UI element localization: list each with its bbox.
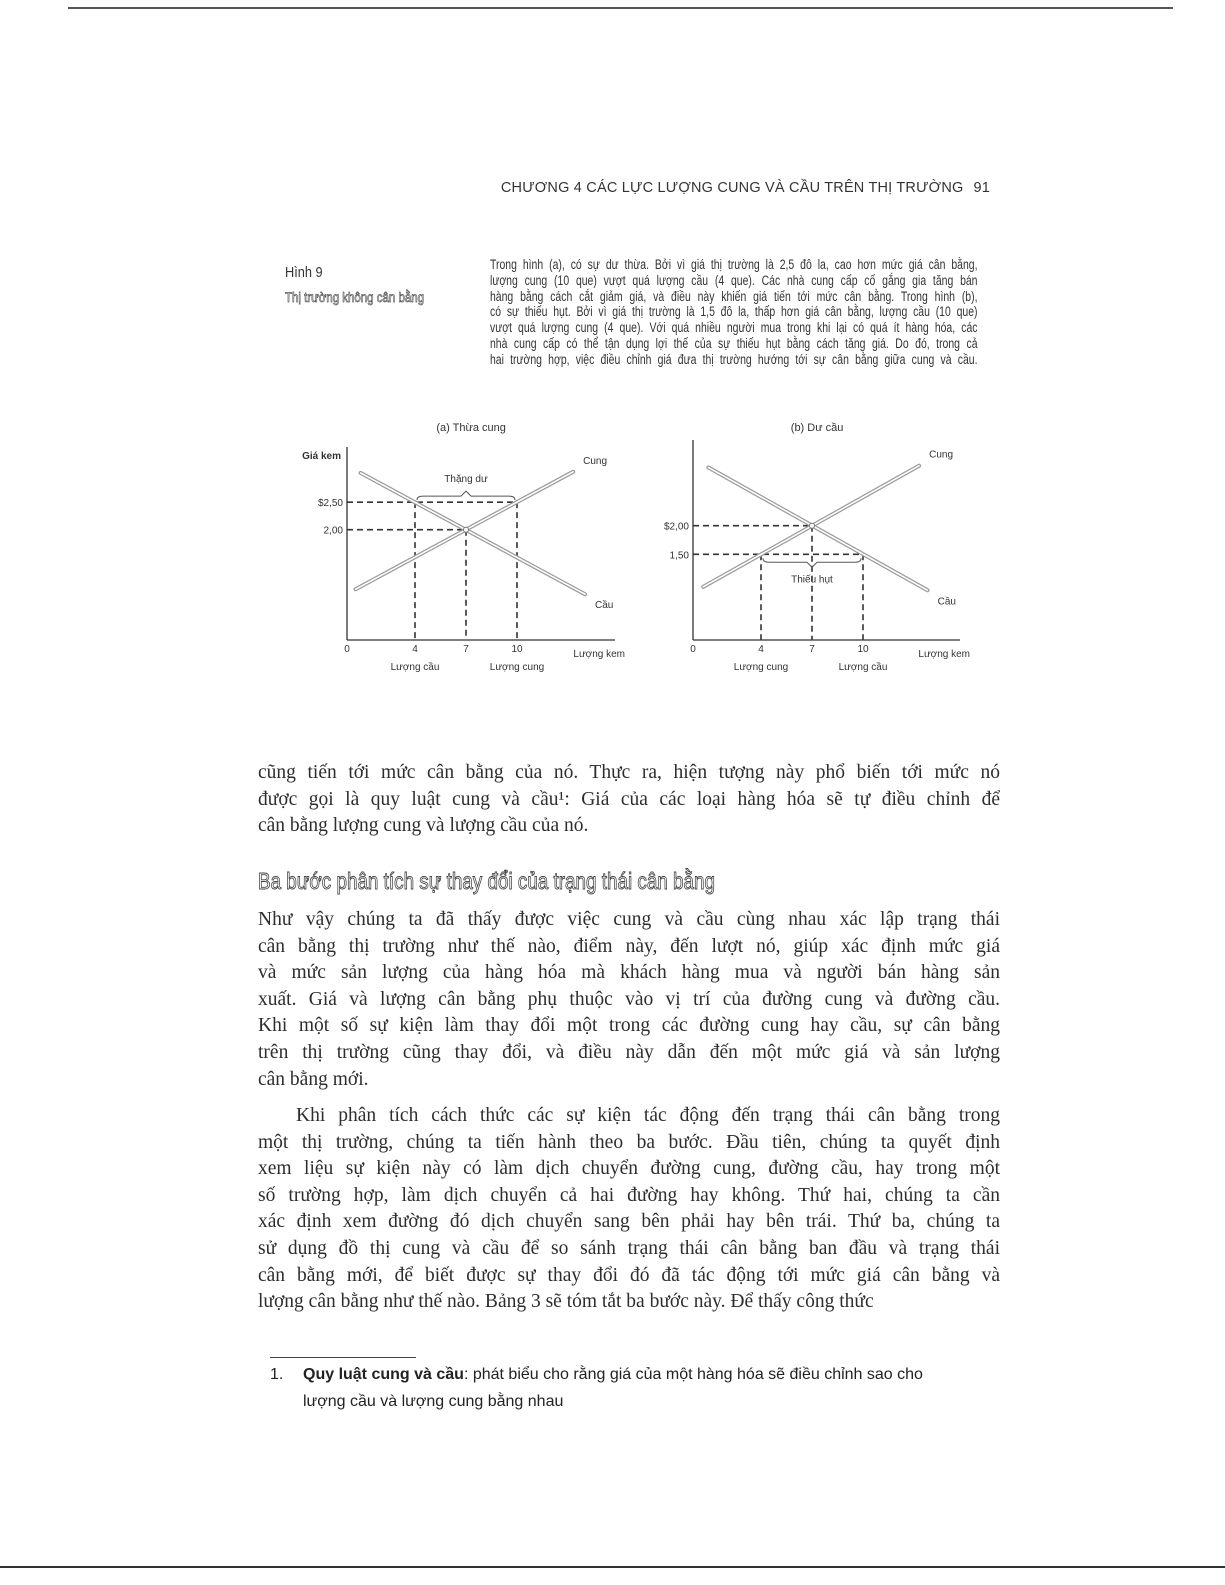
y-tick-label: 1,50 xyxy=(669,550,689,562)
footnote-text-1: : phát biểu cho rằng giá của một hàng hóa sẽ điều chỉnh sao cho xyxy=(463,1366,923,1383)
gap-label: Thiếu hụt xyxy=(791,574,833,586)
supply-label: Cung xyxy=(929,449,954,461)
text-line: cân bằng mới. xyxy=(258,1068,369,1090)
quantity-label: Lượng cầu xyxy=(838,662,888,673)
running-header xyxy=(501,180,990,196)
text-line: được gọi là quy luật cung và cầu¹: Giá của các loại hàng hóa sẽ tự điều chỉnh để xyxy=(258,788,1000,810)
chapter-title: CHƯƠNG 4 CÁC LỰC LƯỢNG CUNG VÀ CẦU TRÊN THỊ TRƯỜNG xyxy=(500,180,964,196)
text-line: Khi một số sự kiện làm thay đổi một trong các đường cung hay cầu, sự cân bằng xyxy=(258,1015,1000,1037)
x-axis-label: Lượng kem xyxy=(918,649,970,660)
y-tick-label: $2,50 xyxy=(317,498,343,510)
footnote-divider xyxy=(270,1357,416,1358)
text-line: một thị trường, chúng ta tiến hành theo ba bước. Đầu tiên, chúng ta quyết định xyxy=(258,1131,1000,1153)
text-line: cân bằng mới, để biết được sự thay đổi đó đã tác động tới mức giá cân bằng và xyxy=(258,1264,1000,1286)
chart-a-surplus xyxy=(290,415,640,685)
x-tick-label: 10 xyxy=(857,644,869,655)
paragraph-three-steps xyxy=(258,1103,1000,1316)
text-line: cũng tiến tới mức cân bằng của nó. Thực ra, hiện tượng này phổ biến tới mức nó xyxy=(258,762,1000,783)
x-tick-label: 0 xyxy=(344,644,350,655)
paragraph-law-of-supply-demand xyxy=(258,760,1000,840)
caption-line: nhà cung cấp có thể tận dụng lợi thế của sự thiếu hụt bằng cách tăng giá. Do đó, trong cả xyxy=(490,335,978,351)
chart-title: (b) Dư cầu xyxy=(790,422,844,434)
text-line: và mức sản lượng của hàng hóa mà khách hàng mua và người bán hàng sản xyxy=(258,962,1000,984)
footnote xyxy=(270,1361,1005,1415)
caption-line: có sự thiếu hụt. Bởi vì giá thị trường là 1,5 đô la, thấp hơn giá cân bằng, lượng cầu (10 que) xyxy=(490,304,978,320)
demand-curve-inner xyxy=(361,473,585,594)
gap-bracket xyxy=(417,491,515,500)
demand-label: Cầu xyxy=(937,596,956,608)
text-line: xem liệu sự kiện này có làm dịch chuyển đường cung, đường cầu, hay trong một xyxy=(258,1158,1000,1180)
equilibrium-point xyxy=(464,527,469,532)
paragraph-equilibrium xyxy=(258,907,1000,1093)
caption-line: lượng cung (10 que) vượt quá lượng cầu (4 que). Các nhà cung cấp cố gắng gia tăng bán xyxy=(490,272,978,288)
quantity-label: Lượng cầu xyxy=(390,662,440,673)
x-tick-label: 0 xyxy=(690,644,696,655)
demand-label: Cầu xyxy=(595,600,614,612)
text-line: trên thị trường cũng thay đổi, và điều này dẫn đến một mức giá và sản lượng xyxy=(258,1041,1000,1063)
caption-line: Trong hình (a), có sự dư thừa. Bởi vì giá thị trường là 2,5 đô la, cao hơn mức giá cân bằng, xyxy=(490,257,978,272)
text-line: xác định xem đường đó dịch chuyển sang bên phải hay bên trái. Thứ ba, chúng ta xyxy=(258,1211,1000,1233)
y-axis-label: Giá kem xyxy=(302,451,341,462)
x-axis-label: Lượng kem xyxy=(573,649,625,660)
supply-label: Cung xyxy=(583,455,608,467)
x-tick-label: 4 xyxy=(758,644,764,655)
caption-line: vượt quá lượng cung (4 que). Với quá nhiều người mua trong khi lại có quá ít hàng hóa, các xyxy=(490,320,978,336)
y-tick-label: $2,00 xyxy=(663,521,689,533)
caption-line: hai trường hợp, việc điều chỉnh giá đưa thị trường hướng tới sự cân bằng giữa cung và cầu. xyxy=(490,351,978,367)
caption-line: hàng bằng cách cắt giảm giá, và điều này khiến giá tiến tới mức cân bằng. Trong hình (b), xyxy=(490,288,978,304)
quantity-label: Lượng cung xyxy=(733,662,789,673)
footnote-term: Quy luật cung và cầu xyxy=(303,1366,464,1383)
x-tick-label: 4 xyxy=(412,644,418,655)
text-line: xuất. Giá và lượng cân bằng phụ thuộc vào vị trí của đường cung và đường cầu. xyxy=(258,988,1000,1010)
footnote-text-2: lượng cầu và lượng cung bằng nhau xyxy=(303,1393,564,1410)
figure-title: Thị trường không cân bằng xyxy=(285,290,424,305)
top-border-line xyxy=(68,7,1173,9)
footnote-number: 1. xyxy=(270,1366,284,1383)
figure-caption xyxy=(490,257,978,368)
figure-number: Hình 9 xyxy=(285,264,323,281)
quantity-label: Lượng cung xyxy=(489,662,545,673)
x-tick-label: 7 xyxy=(463,644,469,655)
chart-b-shortage xyxy=(650,415,980,685)
text-line: cân bằng lượng cung và lượng cầu của nó. xyxy=(258,815,589,837)
text-line: số trường hợp, làm dịch chuyển cả hai đường hay không. Thứ hai, chúng ta cần xyxy=(258,1184,1000,1206)
text-line: Khi phân tích cách thức các sự kiện tác động đến trạng thái cân bằng trong xyxy=(296,1105,1000,1126)
gap-label: Thặng dư xyxy=(444,474,488,486)
text-line: Như vậy chúng ta đã thấy được việc cung và cầu cùng nhau xác lập trạng thái xyxy=(258,909,1000,930)
equilibrium-point xyxy=(810,523,815,528)
text-line: cân bằng thị trường như thế nào, điểm này, đến lượt nó, giúp xác định mức giá xyxy=(258,935,1000,957)
chart-title: (a) Thừa cung xyxy=(436,422,506,434)
section-heading: Ba bước phân tích sự thay đổi của trạng thái cân bằng xyxy=(258,868,716,894)
page-number: 91 xyxy=(973,180,990,196)
y-tick-label: 2,00 xyxy=(323,525,343,537)
demand-curve-inner xyxy=(708,467,927,590)
bottom-border-line xyxy=(0,1566,1225,1568)
text-line: lượng cân bằng như thế nào. Bảng 3 sẽ tóm tắt ba bước này. Để thấy công thức xyxy=(258,1291,874,1313)
text-line: sử dụng đồ thị cung và cầu để so sánh trạng thái cân bằng ban đầu và trạng thái xyxy=(258,1237,1000,1259)
x-tick-label: 10 xyxy=(511,644,523,655)
x-tick-label: 7 xyxy=(809,644,815,655)
